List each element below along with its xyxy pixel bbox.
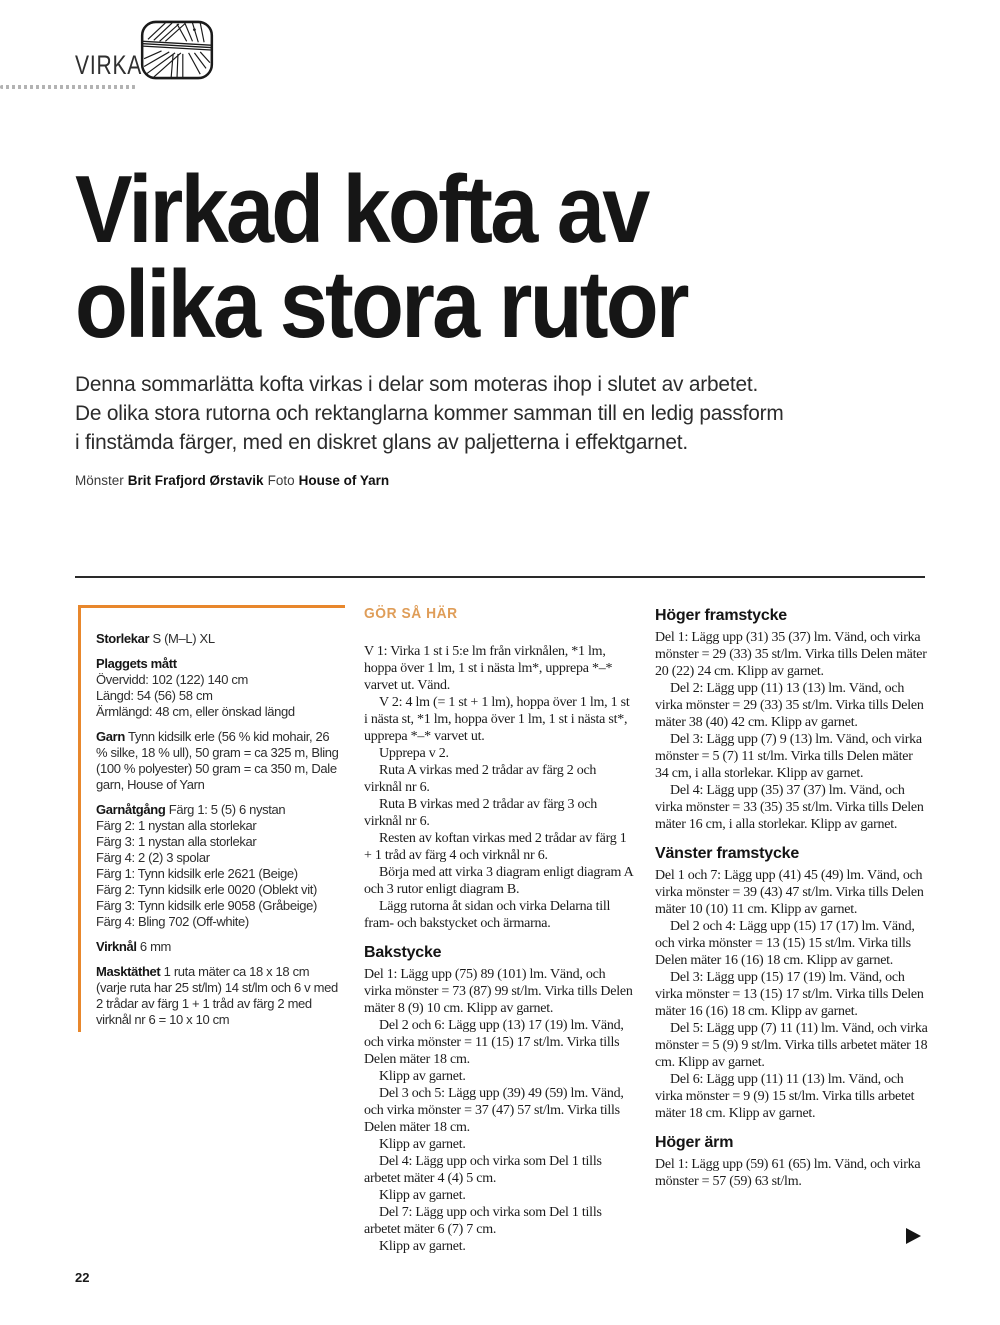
paragraph: Klipp av garnet. bbox=[379, 1069, 466, 1085]
paragraph: Del 6: Lägg upp (11) 11 (13) lm. Vänd, och virka mönster = 9 (9) 15 st/lm. Virka tills arbetet mäter 18 cm. Klipp av garnet. bbox=[655, 1072, 915, 1122]
term-label: Storlekar bbox=[96, 631, 150, 647]
photo-credit: House of Yarn bbox=[298, 473, 390, 489]
section-heading: Höger ärm bbox=[655, 1134, 734, 1152]
paragraph: Ruta A virkas med 2 trådar av färg 2 och virknål nr 6. bbox=[364, 763, 597, 796]
paragraph: Virknål 6 mm bbox=[96, 939, 172, 955]
term-label: Plaggets mått bbox=[96, 656, 177, 672]
paragraph: Färg 4: 2 (2) 3 spolar bbox=[96, 850, 210, 866]
instructions-body bbox=[364, 643, 636, 1255]
paragraph: Upprepa v 2. bbox=[379, 746, 449, 762]
intro-line: Denna sommarlätta kofta virkas i delar som moteras ihop i slutet av arbetet. bbox=[75, 372, 759, 397]
continuation-arrow-icon bbox=[906, 1228, 921, 1244]
paragraph: Del 3: Lägg upp (7) 9 (13) lm. Vänd, och virka mönster = 5 (7) 11 st/lm. Virka tills Delen mäter 34 cm, i alla storlekar. Klipp av garnet. bbox=[655, 732, 922, 782]
paragraph: Färg 3: Tynn kidsilk erle 9058 (Gråbeige) bbox=[96, 898, 317, 914]
paragraph: Klipp av garnet. bbox=[379, 1137, 466, 1153]
title-line-1: Virkad kofta av bbox=[75, 156, 648, 263]
paragraph: Del 2: Lägg upp (11) 13 (13) lm. Vänd, och virka mönster = 29 (33) 35 st/lm. Virka tills Delen mäter 38 (40) 42 cm. Klipp av garnet. bbox=[655, 681, 924, 731]
pieces-column bbox=[655, 605, 928, 1255]
paragraph: Övervidd: 102 (122) 140 cm bbox=[96, 672, 249, 688]
paragraph: Del 1: Lägg upp (31) 35 (37) lm. Vänd, och virka mönster = 29 (33) 35 st/lm. Virka tills Delen mäter 20 (22) 24 cm. Klipp av garnet. bbox=[655, 630, 927, 680]
paragraph: Ärmlängd: 48 cm, eller önskad längd bbox=[96, 704, 295, 720]
paragraph: Del 4: Lägg upp och virka som Del 1 tills arbetet mäter 4 (4) 5 cm. bbox=[364, 1154, 602, 1187]
paragraph: Färg 4: Bling 702 (Off-white) bbox=[96, 914, 249, 930]
section-heading: Bakstycke bbox=[364, 944, 442, 962]
paragraph: Del 7: Lägg upp och virka som Del 1 tills arbetet mäter 6 (7) 7 cm. bbox=[364, 1205, 602, 1238]
paragraph: Del 5: Lägg upp (7) 11 (11) lm. Vänd, och virka mönster = 5 (9) 9 st/lm. Virka tills arbetet mäter 18 cm. Klipp av garnet. bbox=[655, 1021, 928, 1071]
paragraph: V 1: Virka 1 st i 5:e lm från virknålen, *1 lm, hoppa över 1 lm, 1 st i nästa lm*, upprepa *–* varvet ut. Vänd. bbox=[364, 644, 613, 694]
pattern-designer: Brit Frafjord Ørstavik bbox=[127, 473, 264, 489]
pieces-body bbox=[655, 607, 928, 1190]
paragraph bbox=[96, 656, 339, 672]
paragraph: Klipp av garnet. bbox=[379, 1188, 466, 1204]
instructions-column bbox=[364, 605, 636, 1255]
paragraph: Resten av koftan virkas med 2 trådar av färg 1 + 1 tråd av färg 4 och virknål nr 6. bbox=[364, 831, 627, 864]
paragraph: Garn Tynn kidsilk erle (56 % kid mohair, 26 % silke, 18 % ull), 50 gram = ca 325 m, Bling (100 % polyester) 50 gram = ca 350 m, Dale garn, House of Yarn bbox=[96, 729, 339, 793]
page-number: 22 bbox=[75, 1270, 90, 1285]
paragraph: Del 1: Lägg upp (75) 89 (101) lm. Vänd, och virka mönster = 73 (87) 99 st/lm. Virka tills Delen mäter 8 (9) 10 cm. Klipp av garnet. bbox=[364, 967, 633, 1017]
chain-stitch-divider bbox=[0, 85, 136, 89]
section-label: VIRKA bbox=[75, 50, 143, 80]
masthead bbox=[0, 0, 1000, 96]
paragraph: Färg 1: Tynn kidsilk erle 2621 (Beige) bbox=[96, 866, 298, 882]
term-label: Garn bbox=[96, 729, 125, 745]
photo-label: Foto bbox=[267, 473, 295, 489]
page-title bbox=[75, 156, 1000, 359]
paragraph: Klipp av garnet. bbox=[379, 1239, 466, 1255]
section-heading: Höger framstycke bbox=[655, 607, 787, 625]
paragraph: Färg 3: 1 nystan alla storlekar bbox=[96, 834, 257, 850]
section-divider bbox=[75, 576, 925, 578]
paragraph: Del 3 och 5: Lägg upp (39) 49 (59) lm. Vänd, och virka mönster = 37 (47) 57 st/lm. Virka tills Delen mäter 18 cm. bbox=[364, 1086, 624, 1136]
paragraph: Del 2 och 6: Lägg upp (13) 17 (19) lm. Vänd, och virka mönster = 11 (15) 17 st/lm. Virka tills Delen mäter 18 cm. bbox=[364, 1018, 624, 1068]
section-heading: Vänster framstycke bbox=[655, 845, 800, 863]
intro-paragraph bbox=[75, 370, 1000, 457]
paragraph: Börja med att virka 3 diagram enligt diagram A och 3 rutor enligt diagram B. bbox=[364, 865, 633, 898]
paragraph: Längd: 54 (56) 58 cm bbox=[96, 688, 213, 704]
paragraph: Färg 2: Tynn kidsilk erle 0020 (Oblekt vit) bbox=[96, 882, 317, 898]
paragraph: Lägg rutorna åt sidan och virka Delarna till fram- och bakstycket och ärmarna. bbox=[364, 899, 611, 932]
paragraph: Del 1: Lägg upp (59) 61 (65) lm. Vänd, och virka mönster = 57 (59) 63 st/lm. bbox=[655, 1157, 921, 1190]
paragraph: Masktäthet 1 ruta mäter ca 18 x 18 cm (varje ruta har 25 st/lm) 14 st/lm och 6 v med 2 trådar av färg 1 + 1 tråd av färg 2 med virknål nr 6 = 10 x 10 cm bbox=[96, 964, 338, 1028]
term-label: Virknål bbox=[96, 939, 137, 955]
byline bbox=[75, 473, 1000, 488]
intro-line: De olika stora rutorna och rektanglarna kommer samman till en ledig passform bbox=[75, 401, 784, 426]
paragraph: Del 4: Lägg upp (35) 37 (37) lm. Vänd, och virka mönster = 33 (35) 35 st/lm. Virka tills Delen mäter 16 cm, i alla storlekar. Klipp av garnet. bbox=[655, 783, 924, 833]
pattern-label: Mönster bbox=[75, 473, 124, 489]
paragraph: Färg 2: 1 nystan alla storlekar bbox=[96, 818, 257, 834]
term-label: Garnåtgång bbox=[96, 802, 166, 818]
materials-column bbox=[78, 605, 345, 1255]
materials-info-box bbox=[78, 605, 345, 1032]
paragraph: Storlekar S (M–L) XL bbox=[96, 631, 215, 647]
intro-line: i finstämda färger, med en diskret glans av paljetterna i effektgarnet. bbox=[75, 430, 689, 455]
title-line-2: olika stora rutor bbox=[75, 251, 687, 359]
instructions-heading: GÖR SÅ HÄR bbox=[364, 605, 458, 623]
paragraph: Ruta B virkas med 2 trådar av färg 3 och virknål nr 6. bbox=[364, 797, 597, 830]
paragraph: Del 2 och 4: Lägg upp (15) 17 (17) lm. Vänd, och virka mönster = 13 (15) 15 st/lm. Virka tills Delen mäter 16 (16) 18 cm. Klipp av garnet. bbox=[655, 919, 915, 969]
paragraph: Del 1 och 7: Lägg upp (41) 45 (49) lm. Vänd, och virka mönster = 39 (43) 47 st/lm. Virka tills Delen mäter 10 (10) 11 cm. Klipp av garnet. bbox=[655, 868, 924, 918]
content-columns bbox=[78, 605, 928, 1255]
paragraph: V 2: 4 lm (= 1 st + 1 lm), hoppa över 1 lm, 1 st i nästa st, *1 lm, hoppa över 1 lm, 1 st i nästa st*, upprepa *–* varvet ut. bbox=[364, 695, 630, 745]
paragraph: Garnåtgång Färg 1: 5 (5) 6 nystan bbox=[96, 802, 286, 818]
paragraph: Del 3: Lägg upp (15) 17 (19) lm. Vänd, och virka mönster = 13 (15) 17 st/lm. Virka tills Delen mäter 16 (16) 18 cm. Klipp av garnet. bbox=[655, 970, 924, 1020]
term-label: Masktäthet bbox=[96, 964, 161, 980]
yarn-ball-icon bbox=[140, 20, 214, 85]
